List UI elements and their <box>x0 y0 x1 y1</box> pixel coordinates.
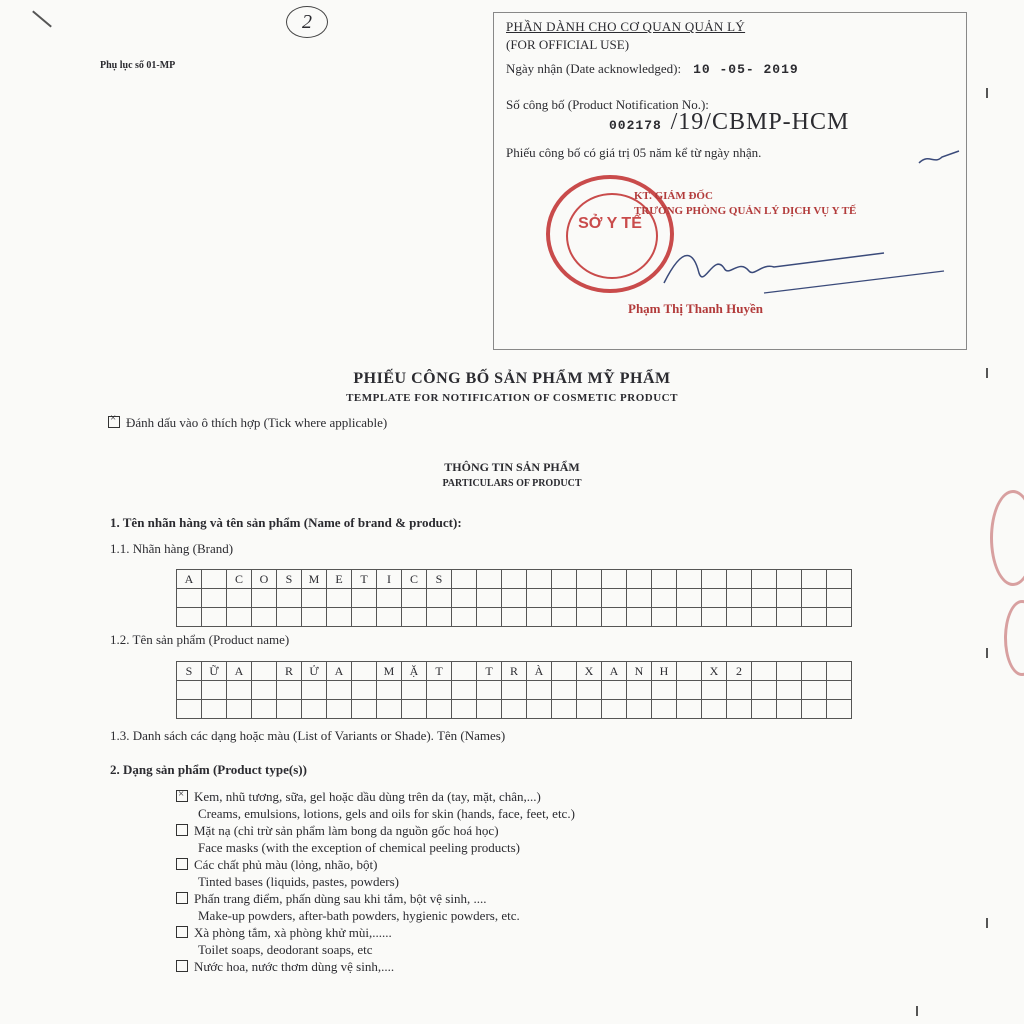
letter-cell: X <box>702 662 727 681</box>
letter-cell: T <box>427 662 452 681</box>
letter-cell <box>627 681 652 700</box>
letter-cell <box>477 589 502 608</box>
letter-cell <box>727 681 752 700</box>
product-type-en: Toilet soaps, deodorant soaps, etc <box>198 942 373 957</box>
letter-cell <box>352 681 377 700</box>
notification-no-label: Số công bố (Product Notification No.): <box>506 97 709 112</box>
letter-cell <box>177 681 202 700</box>
margin-mark <box>986 88 988 98</box>
letter-cell <box>752 608 777 627</box>
letter-cell: 2 <box>727 662 752 681</box>
section-2-heading: 2. Dạng sản phẩm (Product type(s)) <box>110 762 307 777</box>
letter-cell <box>202 589 227 608</box>
letter-cell: À <box>527 662 552 681</box>
edge-stamp-partial <box>1004 600 1024 676</box>
letter-cell <box>602 681 627 700</box>
letter-cell <box>602 570 627 589</box>
letter-cell <box>377 700 402 719</box>
letter-cell <box>452 681 477 700</box>
letter-cell <box>402 608 427 627</box>
letter-cell <box>352 700 377 719</box>
letter-cell <box>427 589 452 608</box>
letter-cell: C <box>402 570 427 589</box>
initial-mark <box>914 145 964 175</box>
letter-cell <box>752 662 777 681</box>
letter-cell <box>552 681 577 700</box>
letter-cell <box>677 662 702 681</box>
margin-mark <box>986 918 988 928</box>
letter-cell <box>202 608 227 627</box>
date-acknowledged <box>506 61 799 77</box>
letter-cell <box>477 570 502 589</box>
letter-cell <box>477 700 502 719</box>
letter-cell <box>627 589 652 608</box>
product-type-vn: Xà phòng tắm, xà phòng khử mùi,...... <box>194 925 392 940</box>
letter-cell <box>502 700 527 719</box>
letter-cell <box>627 700 652 719</box>
letter-cell <box>552 608 577 627</box>
letter-cell <box>527 570 552 589</box>
letter-cell <box>502 608 527 627</box>
letter-cell: I <box>377 570 402 589</box>
letter-cell <box>702 700 727 719</box>
section-1-3-label: 1.3. Danh sách các dạng hoặc màu (List of Variants or Shade). Tên (Names) <box>110 728 506 743</box>
letter-cell <box>627 570 652 589</box>
letter-cell <box>502 570 527 589</box>
letter-cell <box>702 608 727 627</box>
letter-cell <box>227 681 252 700</box>
letter-cell <box>227 700 252 719</box>
letter-cell: A <box>602 662 627 681</box>
letter-cell <box>302 681 327 700</box>
annex-label: Phụ lục số 01-MP <box>100 60 176 71</box>
letter-cell <box>527 589 552 608</box>
letter-cell <box>677 700 702 719</box>
product-type-vn: Phấn trang điểm, phấn dùng sau khi tắm, bột vệ sinh, .... <box>194 891 487 906</box>
letter-cell <box>352 608 377 627</box>
signer-name: Phạm Thị Thanh Huyền <box>628 301 763 316</box>
letter-cell: R <box>277 662 302 681</box>
letter-cell <box>727 589 752 608</box>
official-title: PHẦN DÀNH CHO CƠ QUAN QUẢN LÝ <box>506 19 746 34</box>
margin-mark <box>986 648 988 658</box>
letter-cell <box>252 589 277 608</box>
date-value: 10 -05- 2019 <box>693 62 799 77</box>
product-type-item <box>176 890 575 924</box>
official-use-box <box>493 12 967 350</box>
product-type-en: Make-up powders, after-bath powders, hygienic powders, etc. <box>198 908 520 923</box>
product-type-vn: Các chất phủ màu (lỏng, nhão, bột) <box>194 857 378 872</box>
notification-number <box>609 109 849 136</box>
letter-cell <box>827 681 852 700</box>
letter-cell <box>452 570 477 589</box>
letter-cell <box>777 681 802 700</box>
letter-cell <box>602 700 627 719</box>
letter-cell <box>327 681 352 700</box>
letter-cell <box>402 681 427 700</box>
letter-cell: M <box>302 570 327 589</box>
letter-cell <box>577 570 602 589</box>
letter-cell: A <box>177 570 202 589</box>
section-1-2-label: 1.2. Tên sản phẩm (Product name) <box>110 632 290 647</box>
product-type-en: Tinted bases (liquids, pastes, powders) <box>198 874 400 889</box>
letter-cell <box>577 589 602 608</box>
letter-cell <box>502 681 527 700</box>
checkbox-icon <box>176 926 188 938</box>
letter-cell: T <box>477 662 502 681</box>
letter-cell <box>627 608 652 627</box>
letter-cell <box>502 589 527 608</box>
letter-cell <box>802 570 827 589</box>
letter-cell <box>652 681 677 700</box>
letter-cell: R <box>502 662 527 681</box>
checkbox-icon <box>176 790 188 802</box>
letter-cell <box>277 608 302 627</box>
letter-cell: S <box>427 570 452 589</box>
letter-cell <box>752 570 777 589</box>
letter-cell <box>652 608 677 627</box>
letter-cell <box>677 589 702 608</box>
letter-cell <box>202 681 227 700</box>
letter-cell <box>777 608 802 627</box>
letter-cell <box>452 589 477 608</box>
letter-cell <box>377 589 402 608</box>
letter-cell <box>452 662 477 681</box>
letter-cell <box>202 700 227 719</box>
checkbox-icon <box>176 960 188 972</box>
letter-cell <box>302 608 327 627</box>
letter-cell: E <box>327 570 352 589</box>
letter-cell <box>452 700 477 719</box>
letter-cell <box>427 608 452 627</box>
letter-cell: M <box>377 662 402 681</box>
letter-cell <box>377 608 402 627</box>
seal-text: SỞ Y TẾ <box>578 215 642 232</box>
letter-cell <box>252 700 277 719</box>
letter-cell <box>802 608 827 627</box>
letter-cell <box>677 681 702 700</box>
form-title-vn: PHIẾU CÔNG BỐ SẢN PHẨM MỸ PHẨM <box>353 370 671 387</box>
letter-cell <box>677 570 702 589</box>
letter-cell <box>277 700 302 719</box>
letter-cell <box>177 589 202 608</box>
letter-cell <box>802 589 827 608</box>
letter-cell <box>252 681 277 700</box>
letter-cell <box>527 700 552 719</box>
product-type-item <box>176 924 575 958</box>
section-1-heading: 1. Tên nhãn hàng và tên sản phẩm (Name of brand & product): <box>110 515 462 530</box>
letter-cell: A <box>227 662 252 681</box>
letter-cell <box>577 681 602 700</box>
letter-cell: X <box>577 662 602 681</box>
validity-note: Phiếu công bố có giá trị 05 năm kể từ ngày nhận. <box>506 145 762 160</box>
letter-cell: O <box>252 570 277 589</box>
letter-cell <box>452 608 477 627</box>
letter-cell: H <box>652 662 677 681</box>
letter-cell <box>652 589 677 608</box>
letter-cell: A <box>327 662 352 681</box>
letter-cell <box>802 700 827 719</box>
letter-cell <box>702 589 727 608</box>
letter-cell <box>527 681 552 700</box>
checkbox-icon <box>176 824 188 836</box>
letter-cell <box>727 570 752 589</box>
letter-cell <box>752 700 777 719</box>
letter-cell <box>527 608 552 627</box>
letter-cell <box>602 589 627 608</box>
product-type-item <box>176 856 575 890</box>
letter-cell <box>827 589 852 608</box>
letter-cell <box>327 700 352 719</box>
letter-cell <box>277 589 302 608</box>
form-title-en: TEMPLATE FOR NOTIFICATION OF COSMETIC PRODUCT <box>346 392 678 404</box>
product-type-item <box>176 788 575 822</box>
letter-cell <box>277 681 302 700</box>
checkbox-icon <box>176 858 188 870</box>
product-type-vn: Nước hoa, nước thơm dùng vệ sinh,.... <box>194 959 395 974</box>
margin-mark <box>916 1006 918 1016</box>
brand-letter-grid <box>176 569 852 627</box>
letter-cell <box>702 570 727 589</box>
letter-cell <box>202 570 227 589</box>
letter-cell <box>427 681 452 700</box>
letter-cell <box>777 662 802 681</box>
letter-cell <box>827 570 852 589</box>
director-line-2: TRƯỞNG PHÒNG QUẢN LÝ DỊCH VỤ Y TẾ <box>634 205 857 217</box>
letter-cell: Ữ <box>202 662 227 681</box>
letter-cell <box>802 681 827 700</box>
letter-cell <box>402 700 427 719</box>
notification-number-value: 002178 <box>609 118 662 133</box>
letter-cell <box>752 681 777 700</box>
letter-cell <box>677 608 702 627</box>
product-type-item <box>176 822 575 856</box>
letter-cell <box>177 608 202 627</box>
letter-cell <box>552 662 577 681</box>
letter-cell <box>252 608 277 627</box>
letter-cell <box>752 589 777 608</box>
letter-cell <box>652 700 677 719</box>
letter-cell <box>252 662 277 681</box>
letter-cell <box>827 662 852 681</box>
letter-cell <box>552 700 577 719</box>
signature-scribble <box>644 213 964 313</box>
letter-cell <box>602 608 627 627</box>
letter-cell <box>777 570 802 589</box>
letter-cell <box>477 681 502 700</box>
margin-mark <box>986 368 988 378</box>
letter-cell: N <box>627 662 652 681</box>
edge-stamp-partial <box>990 490 1024 586</box>
letter-cell: S <box>177 662 202 681</box>
letter-cell: S <box>277 570 302 589</box>
letter-cell <box>552 570 577 589</box>
letter-cell <box>352 662 377 681</box>
letter-cell <box>727 608 752 627</box>
section-title-en: PARTICULARS OF PRODUCT <box>442 478 582 489</box>
official-subtitle: (FOR OFFICIAL USE) <box>506 37 630 52</box>
letter-cell: C <box>227 570 252 589</box>
pen-mark <box>32 11 52 28</box>
letter-cell <box>402 589 427 608</box>
section-title-vn: THÔNG TIN SẢN PHẨM <box>444 460 580 474</box>
letter-cell <box>377 681 402 700</box>
letter-cell: Ặ <box>402 662 427 681</box>
letter-cell <box>827 608 852 627</box>
product-type-list <box>176 788 575 975</box>
letter-cell <box>552 589 577 608</box>
letter-cell <box>327 608 352 627</box>
letter-cell <box>777 700 802 719</box>
page-number: 2 <box>286 6 328 38</box>
notification-number-suffix: /19/CBMP-HCM <box>670 109 850 135</box>
checkbox-icon <box>176 892 188 904</box>
letter-cell <box>577 608 602 627</box>
letter-cell <box>702 681 727 700</box>
letter-cell: Ử <box>302 662 327 681</box>
letter-cell <box>177 700 202 719</box>
tick-note-text: Đánh dấu vào ô thích hợp (Tick where applicable) <box>126 415 388 430</box>
section-1-1-label: 1.1. Nhãn hàng (Brand) <box>110 541 234 556</box>
product-type-en: Creams, emulsions, lotions, gels and oils for skin (hands, face, feet, etc.) <box>198 806 575 821</box>
letter-cell <box>652 570 677 589</box>
product-type-vn: Mặt nạ (chỉ trừ sản phẩm làm bong da nguồn gốc hoá học) <box>194 823 499 838</box>
letter-cell <box>577 700 602 719</box>
letter-cell <box>777 589 802 608</box>
product-letter-grid <box>176 661 852 719</box>
letter-cell <box>327 589 352 608</box>
letter-cell <box>302 700 327 719</box>
letter-cell: T <box>352 570 377 589</box>
letter-cell <box>427 700 452 719</box>
letter-cell <box>302 589 327 608</box>
checkbox-icon <box>108 416 120 428</box>
product-type-item <box>176 958 575 975</box>
letter-cell <box>827 700 852 719</box>
letter-cell <box>227 608 252 627</box>
letter-cell <box>477 608 502 627</box>
letter-cell <box>802 662 827 681</box>
letter-cell <box>352 589 377 608</box>
director-line-1: KT. GIÁM ĐỐC <box>634 190 713 202</box>
date-label: Ngày nhận (Date acknowledged): <box>506 61 682 76</box>
product-type-en: Face masks (with the exception of chemical peeling products) <box>198 840 521 855</box>
letter-cell <box>727 700 752 719</box>
tick-note <box>108 415 387 431</box>
letter-cell <box>227 589 252 608</box>
product-type-vn: Kem, nhũ tương, sữa, gel hoặc dầu dùng trên da (tay, mặt, chân,...) <box>194 789 541 804</box>
